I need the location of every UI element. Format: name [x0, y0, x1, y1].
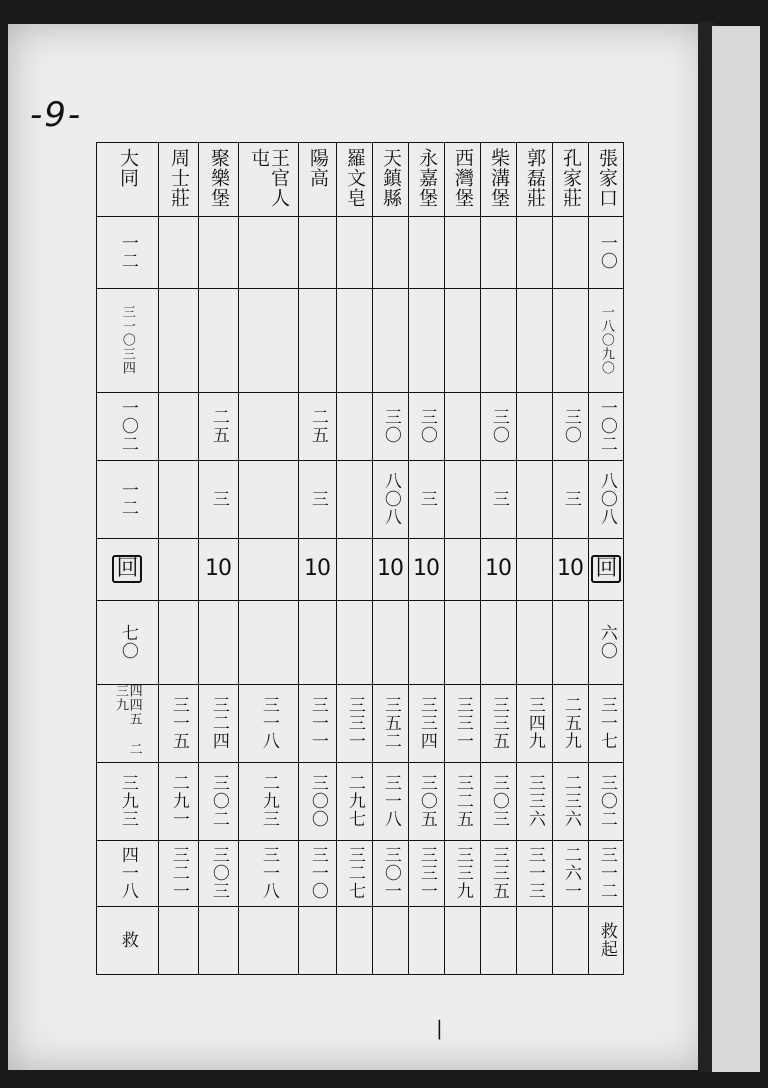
- table-cell: 七〇: [117, 624, 138, 660]
- table-cell: 三二四: [208, 696, 229, 750]
- station-name: 王官人屯: [248, 148, 290, 208]
- table-cell: 三一八: [258, 846, 279, 900]
- table-cell: 二六一: [560, 846, 581, 900]
- table-cell: 二九一: [168, 774, 189, 828]
- table-cell: 八〇八: [596, 472, 617, 526]
- table-cell: 三五二: [380, 696, 401, 750]
- table-cell: 二九七: [344, 774, 365, 828]
- table-cell: 二五九: [560, 696, 581, 750]
- row-rule: [96, 538, 624, 539]
- row-rule: [96, 974, 624, 975]
- row-rule: [96, 392, 624, 393]
- table-cell: 10: [377, 556, 403, 582]
- station-name: 孔家莊: [559, 148, 582, 208]
- station-name: 聚樂堡: [207, 148, 230, 208]
- table-cell: 三〇一: [380, 846, 401, 900]
- table-cell: 三: [488, 490, 509, 508]
- row-rule: [96, 288, 624, 289]
- station-name: 柴溝堡: [487, 148, 510, 208]
- table-cell: 三: [560, 490, 581, 508]
- table-cell: 三三六: [524, 774, 545, 828]
- table-cell: [588, 538, 624, 600]
- table-cell: 三三一: [452, 696, 473, 750]
- table-cell: 三四九: [524, 696, 545, 750]
- station-name: 永嘉堡: [415, 148, 438, 208]
- table-cell: 三一三: [524, 846, 545, 900]
- table-cell: 二九三: [258, 774, 279, 828]
- table-cell: 三〇五: [416, 774, 437, 828]
- table-cell: 一二: [117, 481, 138, 517]
- table-cell: 六〇: [596, 624, 617, 660]
- table-cell: 二五: [307, 408, 328, 444]
- table-cell: 三〇三: [488, 774, 509, 828]
- table-cell: 三〇二: [596, 774, 617, 828]
- table-cell: 三一二: [596, 846, 617, 900]
- table-cell: 四一八: [117, 846, 138, 900]
- station-name: 陽高: [306, 148, 329, 188]
- table-cell: 一八〇九〇: [598, 305, 614, 375]
- boxed-mark: 回: [112, 555, 141, 582]
- row-rule: [96, 600, 624, 601]
- footer-mark: |: [436, 1016, 443, 1040]
- table-cell: 三一〇: [307, 846, 328, 900]
- station-name: 西灣堡: [451, 148, 474, 208]
- station-name: 羅文皂: [343, 148, 366, 208]
- adjacent-page-edge: [712, 26, 760, 1072]
- table-cell: 三二一: [168, 846, 189, 900]
- table-cell: 三〇二: [208, 774, 229, 828]
- station-table: [96, 142, 624, 974]
- table-cell: 三〇: [416, 408, 437, 444]
- station-name: 大同: [116, 148, 139, 188]
- table-cell: 三三五: [488, 696, 509, 750]
- table-cell: 三九三: [117, 774, 138, 828]
- table-cell: 10: [485, 556, 511, 582]
- table-cell: 三一八: [258, 696, 279, 750]
- table-cell: 三: [416, 490, 437, 508]
- table-cell: 一〇: [596, 234, 617, 270]
- table-cell: 二五: [208, 408, 229, 444]
- table-cell: [96, 538, 158, 600]
- station-name: 天鎮縣: [379, 148, 402, 208]
- table-cell: 三三九: [452, 846, 473, 900]
- table-cell: 一〇二: [596, 399, 617, 453]
- table-cell: 三一七: [596, 696, 617, 750]
- table-cell: 三三一: [416, 846, 437, 900]
- table-cell: 10: [557, 556, 583, 582]
- row-rule: [96, 906, 624, 907]
- table-cell: 一〇二: [117, 399, 138, 453]
- row-rule: [96, 460, 624, 461]
- table-cell: 三一五: [168, 696, 189, 750]
- table-cell: 八〇八: [380, 472, 401, 526]
- table-cell: 三〇: [380, 408, 401, 444]
- table-cell: 一二: [117, 234, 138, 270]
- table-cell: 三二七: [344, 846, 365, 900]
- table-cell: 三: [307, 490, 328, 508]
- table-cell: 三一一: [307, 696, 328, 750]
- table-cell: 救: [117, 931, 138, 949]
- station-name: 郭磊莊: [523, 148, 546, 208]
- table-cell: 三: [208, 490, 229, 508]
- table-cell: 救起: [596, 922, 617, 958]
- table-cell: 三一八: [380, 774, 401, 828]
- table-cell: 10: [205, 556, 231, 582]
- table-cell: 二三六: [560, 774, 581, 828]
- table-cell: 三一〇三四: [119, 305, 135, 375]
- table-cell: 三三五: [488, 846, 509, 900]
- table-cell: 三三四: [416, 696, 437, 750]
- table-cell: 三二五: [452, 774, 473, 828]
- table-cell: 三〇〇: [307, 774, 328, 828]
- station-name: 張家口: [595, 148, 618, 208]
- table-cell: 三〇: [488, 408, 509, 444]
- table-cell: 三三一: [344, 696, 365, 750]
- table-cell: 10: [413, 556, 439, 582]
- table-cell: 三〇: [560, 408, 581, 444]
- table-cell: 10: [304, 556, 330, 582]
- table-cell: 三〇三: [208, 846, 229, 900]
- boxed-mark: 回: [591, 555, 620, 582]
- station-name: 周士莊: [167, 148, 190, 208]
- table-cell: 四四五 二三九: [113, 684, 142, 756]
- page-number: -9-: [30, 95, 83, 135]
